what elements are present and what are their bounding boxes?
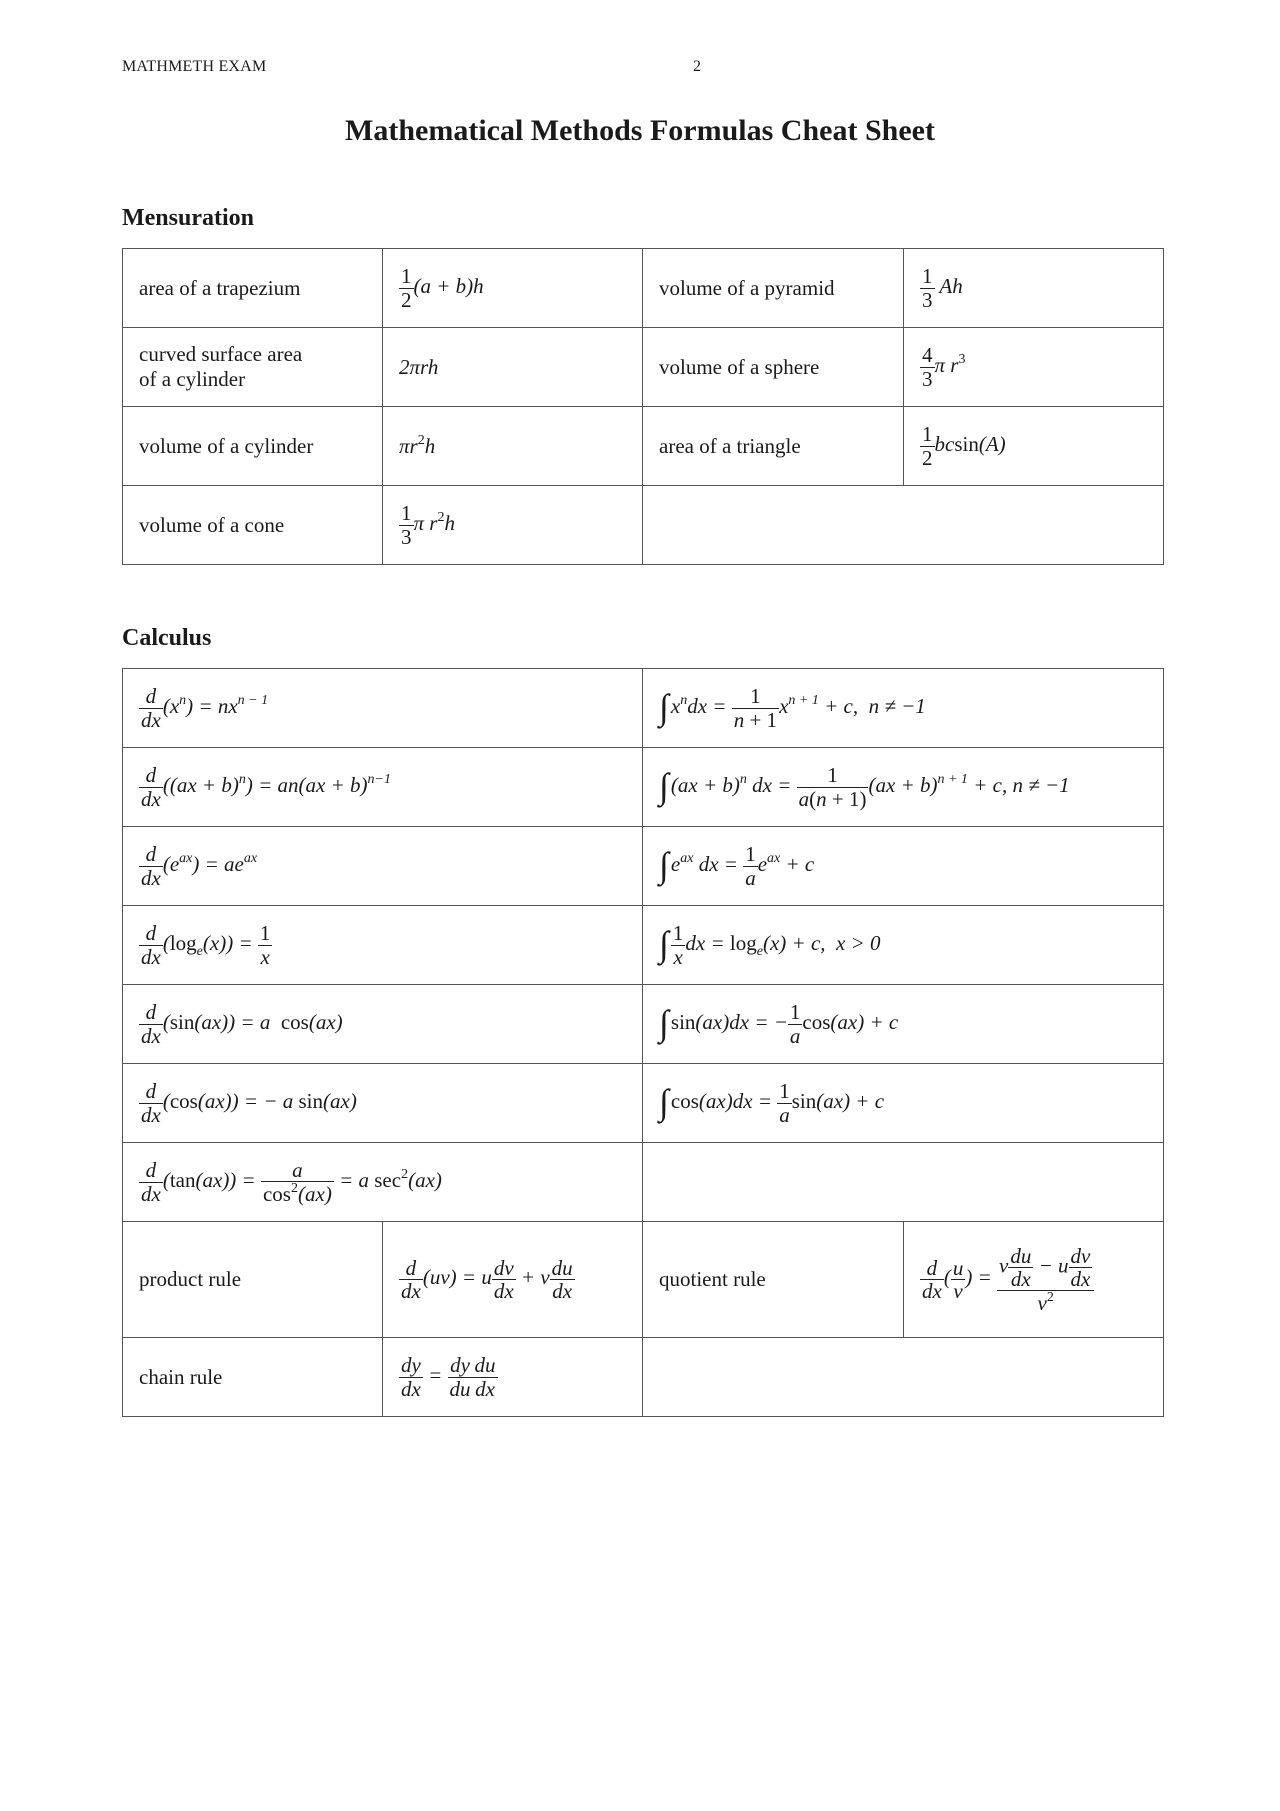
curved-surface-formula — [383, 328, 643, 407]
quotient-rule-formula: $\frac{d}{dx}$ ( $\frac{u}{v}$ ) = v $\frac{du}{dx}$ − u $\frac{dv}{dx}$ $v^2$ — [904, 1222, 1164, 1338]
area-trapezium-label: area of a trapezium — [123, 249, 383, 328]
volume-sphere-label: volume of a sphere — [643, 328, 904, 407]
derivative-power: $\frac{d}{dx}$ $(x^n) = nx^{n - 1}$ — [123, 669, 643, 748]
calculus-heading: Calculus — [122, 625, 212, 651]
exam-name: MATHMETH EXAM — [122, 58, 267, 75]
table-row — [123, 486, 1164, 565]
table-row — [123, 1064, 1164, 1143]
volume-cylinder-formula: $\pi r^2h$ — [383, 407, 643, 486]
curved-surface-label — [123, 328, 383, 407]
volume-sphere-formula: $\frac{4}{3}$ π $r^3$ — [904, 328, 1164, 407]
volume-pyramid-formula: $\frac{1}{3}$ Ah — [904, 249, 1164, 328]
integral-cos: ∫cos(ax)dx = $\frac{1}{a}$ sin(ax) + c — [643, 1064, 1164, 1143]
integral-sin: ∫sin(ax)dx = − $\frac{1}{a}$ cos(ax) + c — [643, 985, 1164, 1064]
table-row — [123, 328, 1164, 407]
table-row — [123, 827, 1164, 906]
area-trapezium-formula: $\frac{1}{2}$ (a + b)h — [383, 249, 643, 328]
integral-power: $\int x^ndx$ = $\frac{1}{n + 1}$ $x^{n + 1} + c$, n ≠ −1 — [643, 669, 1164, 748]
derivative-sin: $\frac{d}{dx}$ (sin(ax)) = a cos(ax) — [123, 985, 643, 1064]
integral-reciprocal: ∫ $\frac{1}{x}$ dx = $\log_e(x) + c$, x > 0 — [643, 906, 1164, 985]
area-triangle-formula: $\frac{1}{2}$ bcsin(A) — [904, 407, 1164, 486]
empty-cell — [643, 486, 1164, 565]
derivative-cos: $\frac{d}{dx}$ (cos(ax)) = − a sin(ax) — [123, 1064, 643, 1143]
empty-cell — [643, 1143, 1164, 1222]
derivative-tan: $\frac{d}{dx}$ (tan(ax)) = $\frac{a}{\cos^2(ax)}$ = a $\sec^2(ax)$ — [123, 1143, 643, 1222]
curved-surface-line1: curved surface area — [139, 342, 303, 366]
volume-cone-label: volume of a cone — [123, 486, 383, 565]
table-row — [123, 985, 1164, 1064]
page-number: 2 — [693, 58, 702, 75]
product-rule-label: product rule — [123, 1222, 383, 1338]
table-row — [123, 1222, 1164, 1338]
chain-rule-formula: $\frac{dy}{dx}$ = $\frac{dy}{du}$ $\frac{du}{dx}$ — [383, 1338, 643, 1417]
table-row — [123, 748, 1164, 827]
volume-cone-formula: $\frac{1}{3}$ π $r^2h$ — [383, 486, 643, 565]
table-row — [123, 1143, 1164, 1222]
mensuration-heading: Mensuration — [122, 205, 254, 231]
volume-cylinder-label: volume of a cylinder — [123, 407, 383, 486]
cylinder-surface-formula: 2πrh — [399, 354, 439, 379]
table-row — [123, 249, 1164, 328]
volume-pyramid-label: volume of a pyramid — [643, 249, 904, 328]
calculus-table — [122, 668, 1164, 1417]
derivative-log: $\frac{d}{dx}$ $(\log_e(x))$ = $\frac{1}{x}$ — [123, 906, 643, 985]
area-triangle-label: area of a triangle — [643, 407, 904, 486]
table-row — [123, 669, 1164, 748]
derivative-exponential: $\frac{d}{dx}$ $(e^{ax}) = ae^{ax}$ — [123, 827, 643, 906]
mensuration-table — [122, 248, 1164, 565]
table-row — [123, 407, 1164, 486]
chain-rule-label: chain rule — [123, 1338, 383, 1417]
table-row — [123, 906, 1164, 985]
quotient-rule-label: quotient rule — [643, 1222, 904, 1338]
empty-cell — [643, 1338, 1164, 1417]
page-title: Mathematical Methods Formulas Cheat Sheet — [345, 114, 935, 147]
table-row — [123, 1338, 1164, 1417]
product-rule-formula: $\frac{d}{dx}$ (uv) = u $\frac{dv}{dx}$ + v $\frac{du}{dx}$ — [383, 1222, 643, 1338]
integral-linear-power: ∫(ax + b)$^n$ dx = $\frac{1}{a(n + 1)}$ (ax + b)$^{n + 1}$ + c, n ≠ −1 — [643, 748, 1164, 827]
curved-surface-line2: of a cylinder — [139, 367, 246, 391]
integral-exponential: $\int e^{ax}$ dx = $\frac{1}{a}$ $e^{ax} + c$ — [643, 827, 1164, 906]
derivative-linear-power: $\frac{d}{dx}$ ((ax + b)$^n$) = an(ax + b)$^{n-1}$ — [123, 748, 643, 827]
